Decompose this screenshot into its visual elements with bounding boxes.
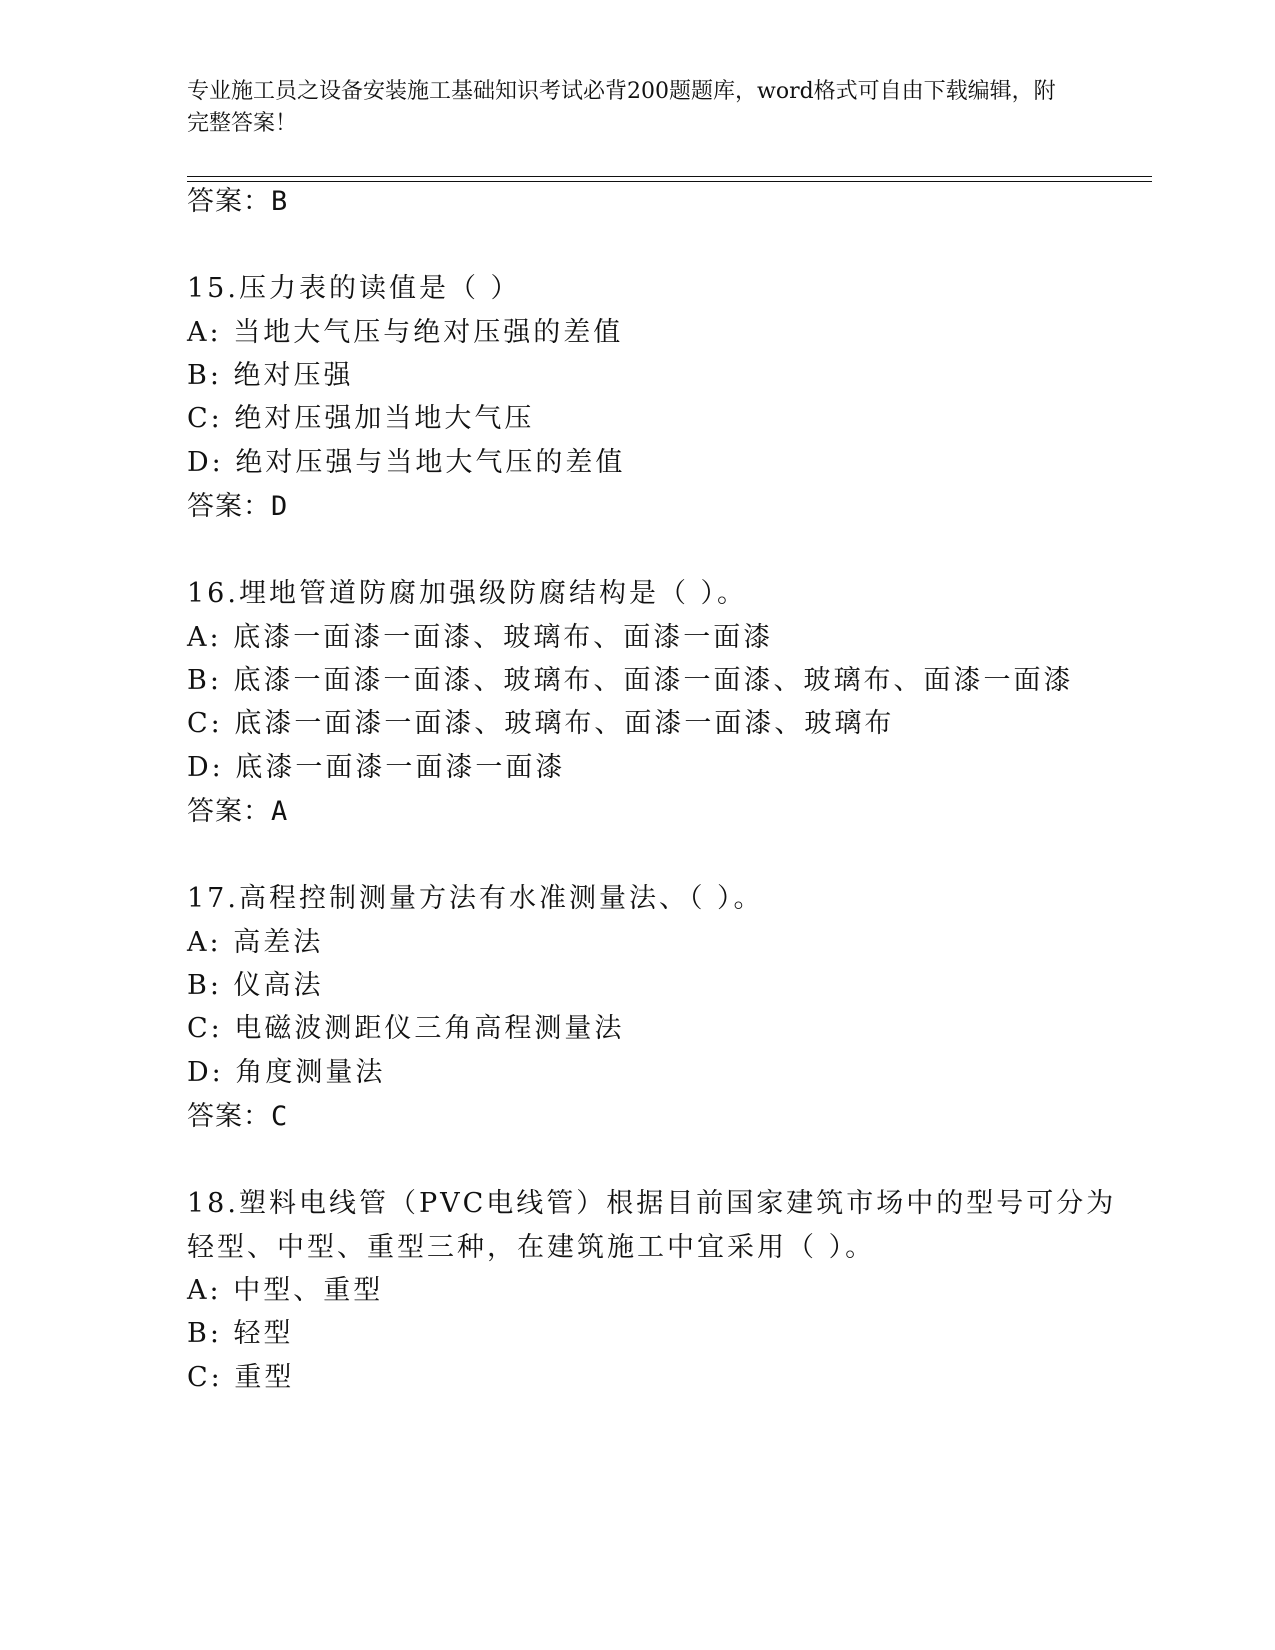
question-text: 塑料电线管（PVC电线管）根据目前国家建筑市场中的型号可分为: [238, 1188, 1117, 1219]
option-text: 绝对压强: [233, 360, 354, 391]
option-c: [187, 401, 534, 437]
option-text: 底漆一面漆一面漆、玻璃布、面漆一面漆、玻璃布: [234, 708, 895, 739]
answer-line: [187, 1099, 287, 1135]
question-stem-continued: 轻型、中型、重型三种，在建筑施工中宜采用（ ）。: [187, 1232, 876, 1263]
option-b: [187, 663, 1074, 699]
option-text: 角度测量法: [235, 1057, 386, 1088]
option-label: A:: [187, 927, 222, 958]
option-text: 底漆一面漆一面漆一面漆: [235, 752, 566, 783]
option-label: C:: [187, 1362, 223, 1393]
option-text: 高差法: [233, 927, 324, 958]
header-divider-bottom: [187, 181, 1152, 182]
option-a: [187, 315, 623, 351]
option-label: A:: [187, 1275, 222, 1306]
question-text: 压力表的读值是（ ）: [238, 273, 521, 304]
page-header-title: 专业施工员之设备安装施工基础知识考试必背200题题库，word格式可自由下载编辑，附完整答案！: [187, 79, 1056, 136]
question-stem: [187, 271, 521, 307]
question-number: 18.: [187, 1188, 239, 1219]
answer-label: 答案：: [187, 186, 271, 217]
option-b: [187, 1316, 294, 1352]
answer-value: C: [271, 1101, 288, 1132]
option-b: [187, 968, 324, 1004]
option-label: A:: [187, 622, 222, 653]
option-label: B:: [187, 665, 222, 696]
option-label: D:: [187, 1057, 224, 1088]
option-label: B:: [187, 1318, 222, 1349]
option-text: 底漆一面漆一面漆、玻璃布、面漆一面漆: [233, 622, 774, 653]
option-text: 绝对压强与当地大气压的差值: [235, 447, 626, 478]
option-text: 绝对压强加当地大气压: [234, 403, 535, 434]
question-text: 埋地管道防腐加强级防腐结构是（ ）。: [238, 578, 748, 609]
question-stem: [187, 576, 747, 612]
answer-value: B: [271, 186, 288, 217]
option-label: C:: [187, 708, 223, 739]
question-stem: [187, 881, 764, 917]
header-divider-top: [187, 176, 1152, 177]
option-text: 仪高法: [233, 970, 324, 1001]
question-number: 15.: [187, 273, 239, 304]
question-number: 16.: [187, 578, 239, 609]
option-label: B:: [187, 970, 222, 1001]
option-a: [187, 1273, 383, 1309]
answer-label: 答案：: [187, 796, 271, 827]
answer-value: D: [271, 491, 288, 522]
option-text: 电磁波测距仪三角高程测量法: [234, 1013, 625, 1044]
option-text: 重型: [234, 1362, 295, 1393]
question-stem: [187, 1186, 1116, 1222]
option-label: C:: [187, 1013, 223, 1044]
option-d: [187, 1055, 385, 1091]
option-text: 轻型: [233, 1318, 294, 1349]
option-label: B:: [187, 360, 222, 391]
option-b: [187, 358, 354, 394]
option-label: C:: [187, 403, 223, 434]
answer-line: [187, 794, 287, 830]
answer-label: 答案：: [187, 491, 271, 522]
question-number: 17.: [187, 883, 239, 914]
option-d: [187, 445, 625, 481]
option-a: [187, 925, 323, 961]
option-a: [187, 620, 773, 656]
answer-line: [187, 184, 287, 220]
question-text: 高程控制测量方法有水准测量法、（ ）。: [238, 883, 764, 914]
option-text: 当地大气压与绝对压强的差值: [233, 317, 624, 348]
option-label: D:: [187, 752, 224, 783]
option-c: [187, 1011, 624, 1047]
option-c: [187, 1360, 294, 1396]
option-text: 底漆一面漆一面漆、玻璃布、面漆一面漆、玻璃布、面漆一面漆: [233, 665, 1074, 696]
option-label: A:: [187, 317, 222, 348]
answer-line: [187, 489, 287, 525]
option-d: [187, 750, 565, 786]
answer-label: 答案：: [187, 1101, 271, 1132]
option-text: 中型、重型: [233, 1275, 384, 1306]
option-label: D:: [187, 447, 224, 478]
answer-value: A: [271, 796, 288, 827]
option-c: [187, 706, 894, 742]
